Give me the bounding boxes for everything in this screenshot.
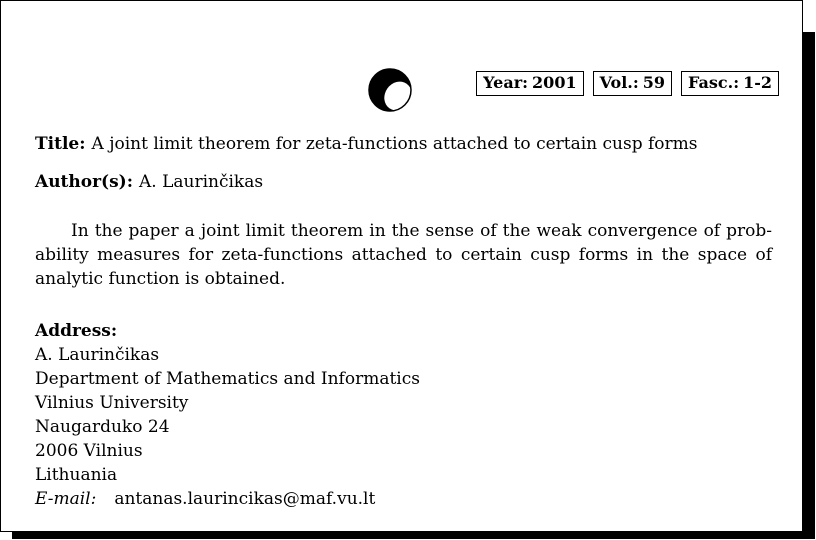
address-line: A. Laurinčikas (35, 345, 160, 365)
fascicle-badge (681, 71, 779, 96)
year-value: 2001 (532, 73, 577, 92)
address-line: 2006 Vilnius (35, 441, 143, 461)
address-line: Naugarduko 24 (35, 417, 170, 437)
author-names: A. Laurinčikas (139, 172, 264, 192)
issue-badges (476, 71, 779, 96)
address-line: Vilnius University (35, 393, 189, 413)
volume-value: 59 (642, 73, 666, 92)
volume-badge (593, 71, 672, 96)
address-heading: Address: (35, 321, 118, 341)
abstract-text: In the paper a joint limit theorem in the sense of the weak convergence of probability measures for zeta-functions attached to certain cusp forms in the space of analytic function is obtained. (35, 221, 772, 289)
email-label: E-mail: (35, 489, 97, 509)
email-address[interactable]: antanas.laurincikas@maf.vu.lt (114, 489, 376, 509)
fascicle-value: 1-2 (743, 73, 772, 92)
year-badge (476, 71, 583, 96)
moon-phase-icon (367, 67, 413, 113)
address-line: Department of Mathematics and Informatics (35, 369, 420, 389)
email-line (35, 487, 420, 511)
year-label: Year: (483, 73, 529, 92)
address-line: Lithuania (35, 465, 118, 485)
title-line (35, 133, 698, 155)
fascicle-label: Fasc.: (688, 73, 740, 92)
address-block (35, 319, 420, 511)
volume-label: Vol.: (599, 73, 639, 92)
title-label: Title: (35, 134, 86, 154)
article-title: A joint limit theorem for zeta-functions attached to certain cusp forms (91, 134, 698, 154)
author-label: Author(s): (35, 172, 133, 192)
author-line (35, 171, 263, 193)
